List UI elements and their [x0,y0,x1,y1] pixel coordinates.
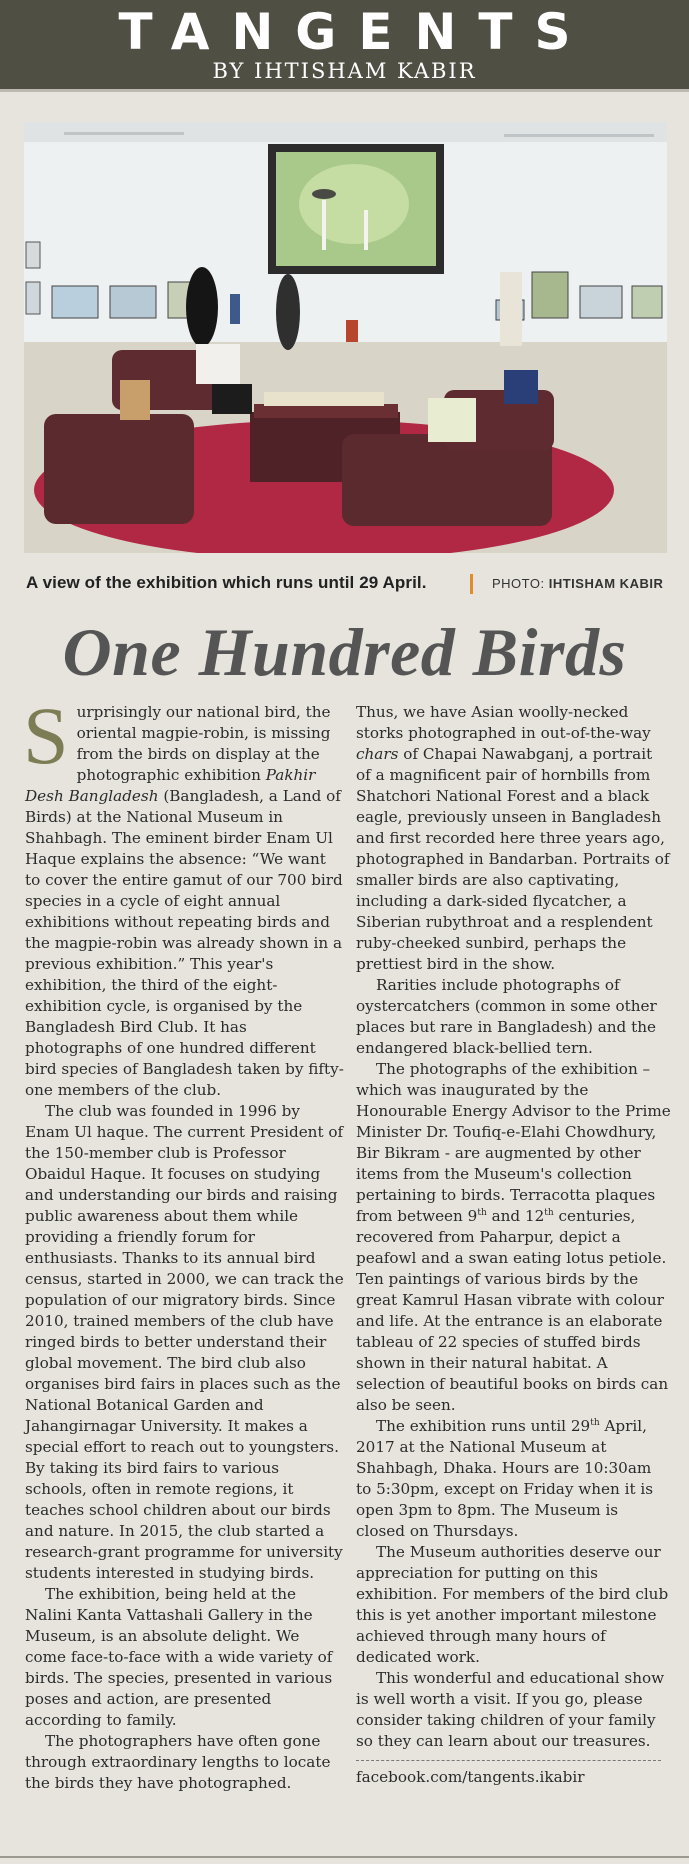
masthead [0,0,689,89]
paragraph-2: The club was founded in 1996 by Enam Ul haque. The current President of the 150-member club is Professor Obaidul Haque. It focuses on studying and understanding our birds and raising public awareness about them while providing a friendly forum for enthusiasts. Thanks to its annual bird census, started in 2000, we can track the population of our migratory birds. Since 2010, trained members of the club have ringed birds to better understand their global movement. The bird club also organises bird fairs in places such as the National Botanical Garden and Jahangirnagar University. It makes a special effort to reach out to youngsters. By taking its bird fairs to various schools, often in remote regions, it teaches school children about our birds and nature. In 2015, the club started a research-grant programme for university students interested in studying birds. [25,1102,344,1582]
paragraph-3: The exhibition, being held at the Nalini Kanta Vattashali Gallery in the Museum, is an absolute delight. We come face-to-face with a wide variety of birds. The species, presented in various poses and action, are presented according to family. [25,1585,333,1729]
caption-divider [470,574,473,594]
exhibition-photo [24,122,667,553]
photo-credit [492,576,663,591]
paragraph-5: Thus, we have Asian woolly-necked storks photographed in out-of-the-way chars of Chapai Nawabganj, a portrait of a magnificent pair of hornbills from Shatchori National Forest and a black eagle, previously unseen in Bangladesh and first recorded here three years ago, photographed in Bandarban. Portraits of smaller birds are also captivating, including a dark-sided flycatcher, a Siberian rubythroat and a resplendent ruby-cheeked sunbird, perhaps the prettiest bird in the show. [356,703,670,973]
paragraph-7: The photographs of the exhibition – which was inaugurated by the Honourable Energy Advisor to the Prime Minister Dr. Toufiq-e-Elahi Chowdhury, Bir Bikram - are augmented by other items from the Museum's collection pertaining to birds. Terracotta plaques from between 9th and 12th centuries, recovered from Paharpur, depict a peafowl and a swan eating lotus petiole. Ten paintings of various birds by the great Kamrul Hasan vibrate with colour and life. At the entrance is an elaborate tableau of 22 species of stuffed birds shown in their natural habitat. A selection of beautiful books on birds can also be seen. [356,1060,671,1414]
exhibition-name: Pakhir Desh Bangladesh [25,766,316,805]
credit-prefix: PHOTO: [492,576,545,591]
photo-caption [24,570,667,598]
caption-text: A view of the exhibition which runs until 29 April. [26,573,427,592]
facebook-link[interactable]: facebook.com/tangents.ikabir [356,1768,585,1786]
footer-divider [356,1760,661,1761]
masthead-rule [0,89,689,92]
paragraph-10: This wonderful and educational show is well worth a visit. If you go, please consider taking children of your family so they can learn about our treasures. [356,1669,665,1750]
article-column-right [356,702,671,1788]
paragraph-1: Surprisingly our national bird, the oriental magpie-robin, is missing from the birds on display at the photographic exhibition Pakhir Desh Bangladesh (Bangladesh, a Land of Birds) at the National Museum in Shahbagh. The eminent birder Enam Ul Haque explains the absence: “We want to cover the entire gamut of our 700 bird species in a cycle of eight annual exhibitions without repeating birds and the magpie-robin was already shown in a previous exhibition.” This year's exhibition, the third of the eight-exhibition cycle, is organised by the Bangladesh Bird Club. It has photographs of one hundred different bird species of Bangladesh taken by fifty-one members of the club. [23,690,344,1099]
column-title: TANGENTS [118,3,593,61]
article-column-left [23,690,345,1794]
exhibition-photo-illustration [24,122,667,553]
paragraph-6: Rarities include photographs of oystercatchers (common in some other places but rare in Bangladesh) and the endangered black-bellied tern. [356,976,657,1057]
chars-term: chars [356,745,399,763]
byline: BY IHTISHAM KABIR [212,59,477,83]
paragraph-8: The exhibition runs until 29th April, 2017 at the National Museum at Shahbagh, Dhaka. Hours are 10:30am to 5:30pm, except on Friday when it is open 3pm to 8pm. The Museum is closed on Thursdays. [356,1417,654,1540]
bottom-rule [0,1856,689,1858]
paragraph-9: The Museum authorities deserve our appreciation for putting on this exhibition. For members of the bird club this is yet another important milestone achieved through many hours of dedicated work. [356,1543,669,1666]
article-headline: One Hundred Birds [62,614,627,690]
paragraph-4: The photographers have often gone through extraordinary lengths to locate the birds they have photographed. [25,1732,331,1792]
credit-name: IHTISHAM KABIR [548,576,664,591]
drop-cap: S [23,690,69,781]
